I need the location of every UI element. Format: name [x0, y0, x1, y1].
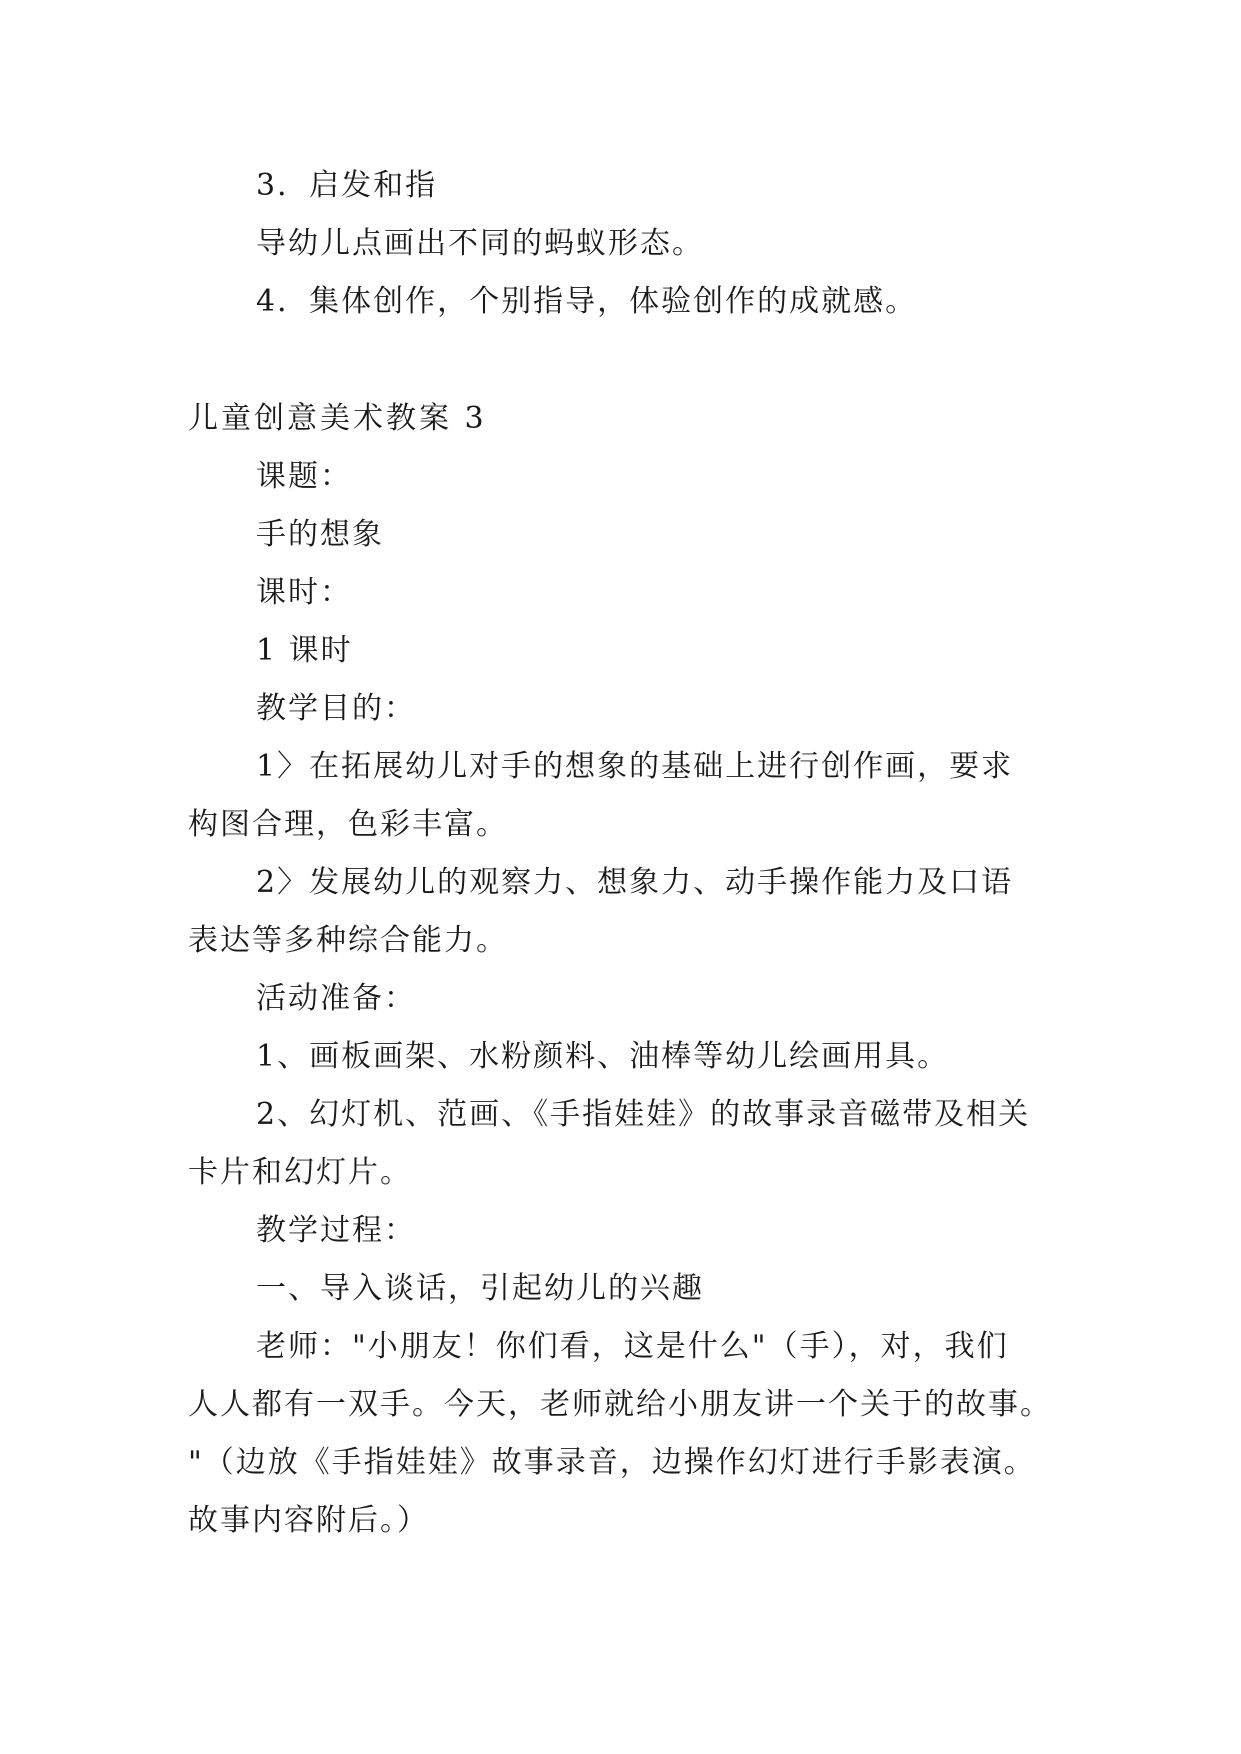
- step1-title: 一、导入谈话，引起幼儿的兴趣: [256, 1271, 704, 1306]
- topic-label: 课题：: [256, 459, 352, 494]
- topic-value: 手的想象: [256, 517, 384, 552]
- process-label: 教学过程：: [256, 1213, 416, 1248]
- section-title: 儿童创意美术教案 3: [188, 401, 487, 436]
- goal1-line2: 构图合理，色彩丰富。: [188, 807, 508, 842]
- prep1: 1、画板画架、水粉颜料、油棒等幼儿绘画用具。: [256, 1039, 950, 1074]
- prep2-line2: 卡片和幻灯片。: [188, 1155, 412, 1190]
- period-label: 课时：: [256, 575, 352, 610]
- teacher-line4: 故事内容附后。）: [188, 1503, 429, 1538]
- period-value: 1 课时: [256, 633, 353, 668]
- item4: 4．集体创作，个别指导，体验创作的成就感。: [256, 284, 918, 319]
- goal2-line2: 表达等多种综合能力。: [188, 923, 508, 958]
- goal2-line1: 2〉发展幼儿的观察力、想象力、动手操作能力及口语: [256, 865, 1014, 900]
- teacher-line3: "（边放《手指娃娃》故事录音，边操作幻灯进行手影表演。: [188, 1445, 1036, 1480]
- prep2-line1: 2、幻灯机、范画、《手指娃娃》的故事录音磁带及相关: [256, 1097, 1031, 1132]
- prep-label: 活动准备：: [256, 981, 416, 1016]
- goal1-line1: 1〉在拓展幼儿对手的想象的基础上进行创作画，要求: [256, 749, 1014, 784]
- item3-line1: 3．启发和指: [256, 168, 438, 203]
- teacher-line2: 人人都有一双手。今天，老师就给小朋友讲一个关于的故事。: [188, 1387, 1052, 1422]
- teacher-line1: 老师："小朋友！你们看，这是什么"（手），对，我们: [256, 1329, 1009, 1364]
- item3-line2: 导幼儿点画出不同的蚂蚁形态。: [256, 226, 704, 261]
- goal-label: 教学目的：: [256, 691, 416, 726]
